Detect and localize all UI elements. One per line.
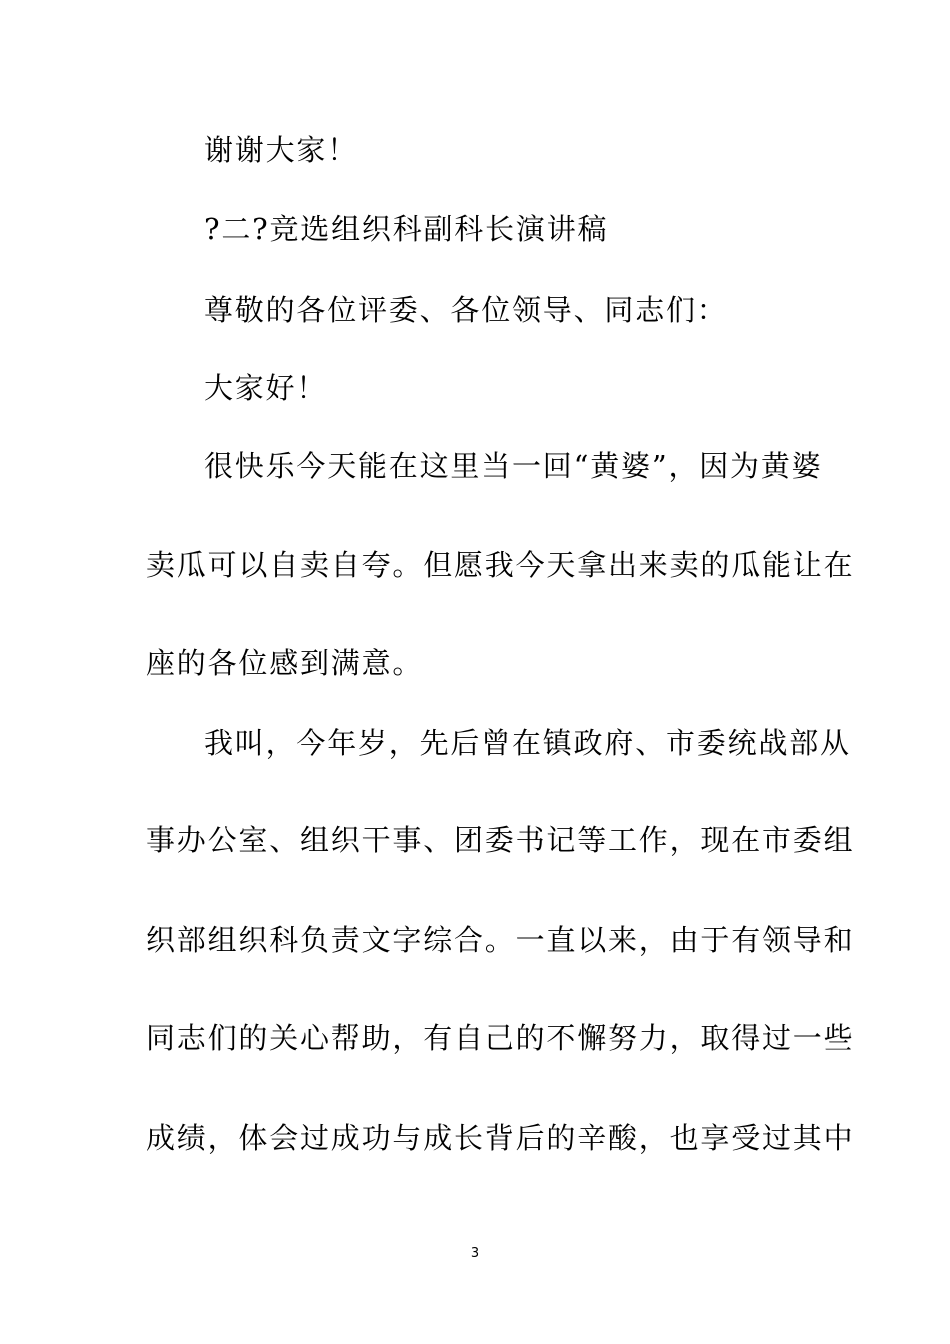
page-number: 3 — [470, 1246, 480, 1261]
paragraph-line: 事办公室、组织干事、团委书记等工作，现在市委组 — [146, 823, 855, 857]
salutation: 尊敬的各位评委、各位领导、同志们： — [204, 293, 728, 327]
paragraph-line: 成绩，体会过成功与成长背后的辛酸，也享受过其中 — [146, 1121, 855, 1155]
closing-thanks: 谢谢大家！ — [204, 133, 359, 167]
greeting: 大家好！ — [204, 371, 328, 405]
paragraph-line: 我叫，今年岁，先后曾在镇政府、市委统战部从 — [204, 726, 851, 760]
paragraph-line: 很快乐今天能在这里当一回“黄婆”，因为黄婆 — [204, 449, 823, 483]
paragraph-line: 织部组织科负责文字综合。一直以来，由于有领导和 — [146, 923, 855, 957]
paragraph-line: 座的各位感到满意。 — [146, 646, 424, 680]
section-heading: ?二?竞选组织科副科长演讲稿 — [204, 212, 609, 246]
paragraph-line: 同志们的关心帮助，有自己的不懈努力，取得过一些 — [146, 1021, 855, 1055]
paragraph-line: 卖瓜可以自卖自夸。但愿我今天拿出来卖的瓜能让在 — [146, 548, 855, 582]
